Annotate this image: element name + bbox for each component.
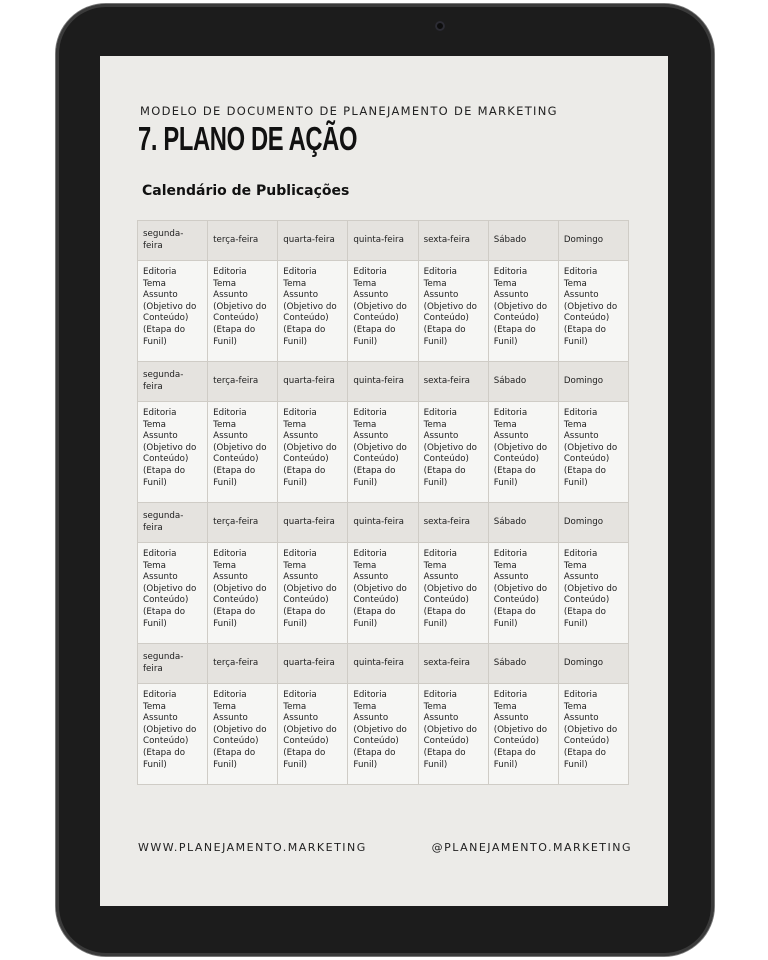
calendar-entry-cell[interactable]: [418, 402, 488, 503]
calendar-entry-line: Editoria: [493, 267, 528, 277]
calendar-entry-line: (Etapa do Funil): [493, 465, 536, 488]
calendar-day-header: terça-feira: [208, 644, 278, 684]
calendar-entry-line: (Etapa do Funil): [423, 324, 466, 347]
calendar-entry-line: Tema: [423, 419, 447, 430]
calendar-entry-cell[interactable]: [138, 684, 208, 785]
calendar-entry-line: (Objetivo do Conteúdo): [493, 724, 548, 747]
calendar-entry-line: (Objetivo do Conteúdo): [143, 301, 197, 324]
calendar-entry-row: [138, 684, 629, 785]
calendar-entry-line: (Objetivo do Conteúdo): [283, 301, 337, 324]
calendar-entry-line: (Etapa do Funil): [143, 747, 186, 770]
calendar-entry-cell[interactable]: [278, 402, 348, 503]
calendar-entry-line: Tema: [563, 701, 587, 712]
calendar-entry-line: Editoria: [143, 549, 177, 559]
calendar-entry-line: Assunto: [423, 431, 459, 442]
calendar-entry-line: (Etapa do Funil): [563, 747, 606, 770]
calendar-entry-line: Assunto: [563, 572, 599, 583]
calendar-entry-line: Tema: [353, 560, 377, 571]
calendar-day-header: segunda-feira: [138, 362, 208, 402]
calendar-entry-line: Assunto: [213, 431, 248, 442]
calendar-day-header: sexta-feira: [418, 362, 488, 402]
calendar-entry-line: (Objetivo do Conteúdo): [213, 442, 267, 465]
calendar-entry-line: (Objetivo do Conteúdo): [423, 301, 477, 324]
calendar-entry-line: (Etapa do Funil): [563, 324, 606, 347]
calendar-entry-line: (Objetivo do Conteúdo): [423, 583, 477, 606]
calendar-entry-line: Editoria: [423, 690, 458, 700]
section-subtitle: Calendário de Publicações: [142, 183, 350, 199]
calendar-day-header: quinta-feira: [348, 644, 418, 684]
calendar-entry-line: (Etapa do Funil): [353, 324, 396, 347]
calendar-entry-cell[interactable]: [348, 402, 418, 503]
calendar-entry-line: Assunto: [143, 572, 178, 583]
calendar-entry-line: Assunto: [283, 290, 319, 301]
calendar-entry-line: Editoria: [283, 690, 317, 700]
calendar-entry-line: (Objetivo do Conteúdo): [423, 442, 477, 465]
calendar-entry-line: Assunto: [143, 431, 178, 442]
calendar-entry-cell[interactable]: [208, 543, 278, 644]
calendar-entry-line: Assunto: [143, 713, 178, 724]
calendar-day-header: Domingo: [558, 221, 628, 261]
calendar-day-header: quinta-feira: [348, 221, 418, 261]
calendar-entry-line: (Objetivo do Conteúdo): [563, 583, 618, 606]
calendar-entry-line: Editoria: [213, 549, 247, 559]
calendar-day-header: terça-feira: [208, 362, 278, 402]
footer-website: WWW.PLANEJAMENTO.MARKETING: [138, 841, 367, 854]
calendar-entry-cell[interactable]: [488, 684, 558, 785]
calendar-day-header: Sábado: [488, 644, 558, 684]
calendar-entry-line: Tema: [213, 560, 237, 571]
calendar-entry-line: (Objetivo do Conteúdo): [213, 301, 267, 324]
calendar-entry-line: Assunto: [493, 290, 529, 301]
calendar-entry-line: Editoria: [143, 690, 177, 700]
calendar-entry-cell[interactable]: [138, 543, 208, 644]
calendar-entry-line: Tema: [143, 419, 166, 430]
calendar-entry-line: Assunto: [353, 572, 389, 583]
calendar-entry-line: Tema: [353, 419, 377, 430]
calendar-entry-line: (Etapa do Funil): [423, 747, 466, 770]
calendar-entry-line: (Objetivo do Conteúdo): [283, 583, 337, 606]
calendar-day-header: segunda-feira: [138, 221, 208, 261]
calendar-entry-line: Editoria: [493, 690, 528, 700]
calendar-entry-line: (Etapa do Funil): [283, 465, 326, 488]
calendar-day-header: quarta-feira: [278, 644, 348, 684]
calendar-entry-line: Tema: [353, 701, 377, 712]
calendar-entry-line: Editoria: [283, 267, 317, 277]
calendar-entry-line: (Objetivo do Conteúdo): [563, 301, 618, 324]
calendar-entry-line: (Objetivo do Conteúdo): [563, 724, 618, 747]
calendar-day-header-row: [138, 503, 629, 543]
calendar-entry-line: (Objetivo do Conteúdo): [493, 442, 548, 465]
calendar-entry-line: Assunto: [353, 290, 389, 301]
calendar-entry-cell[interactable]: [558, 402, 628, 503]
calendar-entry-cell[interactable]: [348, 684, 418, 785]
calendar-entry-line: Editoria: [493, 549, 528, 559]
calendar-day-header: Domingo: [558, 503, 628, 543]
calendar-entry-line: Tema: [213, 701, 237, 712]
calendar-day-header: terça-feira: [208, 503, 278, 543]
calendar-entry-cell[interactable]: [348, 543, 418, 644]
calendar-entry-cell[interactable]: [558, 543, 628, 644]
calendar-day-header: Sábado: [488, 503, 558, 543]
calendar-entry-line: Editoria: [423, 267, 458, 277]
calendar-entry-line: Assunto: [283, 713, 319, 724]
calendar-entry-line: Editoria: [213, 267, 247, 277]
calendar-day-header: sexta-feira: [418, 503, 488, 543]
calendar-entry-row: [138, 543, 629, 644]
calendar-entry-line: (Objetivo do Conteúdo): [353, 301, 407, 324]
calendar-entry-row: [138, 261, 629, 362]
calendar-entry-line: Assunto: [423, 290, 459, 301]
calendar-entry-line: Editoria: [563, 408, 598, 418]
publication-calendar: [137, 220, 629, 785]
calendar-day-header: quinta-feira: [348, 503, 418, 543]
calendar-entry-cell[interactable]: [558, 684, 628, 785]
calendar-entry-line: Assunto: [493, 713, 529, 724]
calendar-entry-line: (Etapa do Funil): [283, 747, 326, 770]
calendar-day-header: quarta-feira: [278, 362, 348, 402]
calendar-entry-line: Editoria: [213, 690, 247, 700]
calendar-entry-line: Tema: [493, 560, 517, 571]
calendar-entry-line: Tema: [353, 278, 377, 289]
calendar-day-header: Domingo: [558, 644, 628, 684]
calendar-entry-line: Tema: [213, 419, 237, 430]
calendar-day-header: segunda-feira: [138, 644, 208, 684]
calendar-entry-line: Editoria: [353, 408, 387, 418]
calendar-body: [138, 221, 629, 785]
calendar-entry-line: (Objetivo do Conteúdo): [353, 724, 407, 747]
calendar-entry-line: Tema: [283, 419, 307, 430]
calendar-entry-line: Assunto: [493, 431, 529, 442]
calendar-entry-line: Assunto: [563, 431, 599, 442]
calendar-entry-line: Editoria: [563, 267, 598, 277]
calendar-entry-cell[interactable]: [418, 543, 488, 644]
calendar-entry-line: Editoria: [353, 549, 387, 559]
calendar-entry-line: Assunto: [283, 572, 319, 583]
calendar-day-header: Sábado: [488, 221, 558, 261]
calendar-entry-line: Editoria: [213, 408, 247, 418]
calendar-entry-line: (Etapa do Funil): [353, 747, 396, 770]
calendar-day-header: sexta-feira: [418, 221, 488, 261]
calendar-entry-line: Assunto: [213, 290, 248, 301]
calendar-entry-line: (Objetivo do Conteúdo): [143, 442, 197, 465]
calendar-day-header: sexta-feira: [418, 644, 488, 684]
calendar-entry-line: Tema: [493, 419, 517, 430]
calendar-entry-line: Editoria: [423, 408, 458, 418]
calendar-entry-cell[interactable]: [278, 261, 348, 362]
calendar-entry-line: Tema: [563, 278, 587, 289]
calendar-entry-line: (Objetivo do Conteúdo): [563, 442, 618, 465]
calendar-day-header: quarta-feira: [278, 503, 348, 543]
calendar-entry-line: (Etapa do Funil): [493, 324, 536, 347]
calendar-day-header-row: [138, 362, 629, 402]
calendar-entry-line: (Etapa do Funil): [493, 606, 536, 629]
calendar-entry-cell[interactable]: [348, 261, 418, 362]
calendar-entry-line: Editoria: [353, 690, 387, 700]
page-title: 7. PLANO DE AÇÃO: [138, 120, 358, 157]
calendar-entry-line: Editoria: [563, 549, 598, 559]
calendar-entry-line: Editoria: [143, 267, 177, 277]
calendar-entry-line: (Objetivo do Conteúdo): [423, 724, 477, 747]
calendar-entry-line: Tema: [493, 278, 517, 289]
calendar-entry-line: Assunto: [493, 572, 529, 583]
calendar-day-header-row: [138, 221, 629, 261]
calendar-entry-line: (Objetivo do Conteúdo): [353, 583, 407, 606]
calendar-entry-line: Assunto: [283, 431, 319, 442]
document-page: [100, 56, 668, 906]
calendar-entry-line: Tema: [143, 278, 166, 289]
camera-icon: [435, 21, 445, 31]
calendar-entry-cell[interactable]: [208, 402, 278, 503]
calendar-entry-cell[interactable]: [208, 261, 278, 362]
calendar-entry-cell[interactable]: [488, 402, 558, 503]
calendar-entry-cell[interactable]: [138, 402, 208, 503]
calendar-entry-line: (Objetivo do Conteúdo): [493, 301, 548, 324]
calendar-entry-line: Tema: [563, 419, 587, 430]
calendar-entry-line: (Etapa do Funil): [423, 465, 466, 488]
calendar-day-header: terça-feira: [208, 221, 278, 261]
calendar-entry-line: Tema: [283, 560, 307, 571]
calendar-entry-line: (Objetivo do Conteúdo): [283, 442, 337, 465]
calendar-entry-line: (Etapa do Funil): [143, 465, 186, 488]
calendar-entry-line: Assunto: [563, 713, 599, 724]
calendar-entry-line: (Etapa do Funil): [143, 324, 186, 347]
calendar-entry-line: Assunto: [423, 713, 459, 724]
calendar-entry-line: Editoria: [563, 690, 598, 700]
calendar-entry-cell[interactable]: [418, 261, 488, 362]
calendar-entry-line: Tema: [423, 278, 447, 289]
calendar-entry-line: (Etapa do Funil): [213, 324, 256, 347]
calendar-entry-line: (Etapa do Funil): [283, 606, 326, 629]
calendar-entry-line: Tema: [423, 560, 447, 571]
calendar-day-header: quinta-feira: [348, 362, 418, 402]
calendar-entry-line: Assunto: [423, 572, 459, 583]
calendar-entry-line: Editoria: [493, 408, 528, 418]
calendar-entry-cell[interactable]: [488, 261, 558, 362]
calendar-entry-line: (Objetivo do Conteúdo): [143, 583, 197, 606]
calendar-entry-line: Tema: [143, 560, 166, 571]
calendar-entry-line: (Etapa do Funil): [213, 747, 256, 770]
calendar-entry-line: (Etapa do Funil): [563, 465, 606, 488]
calendar-entry-row: [138, 402, 629, 503]
calendar-entry-line: Tema: [423, 701, 447, 712]
calendar-entry-line: (Objetivo do Conteúdo): [213, 583, 267, 606]
calendar-entry-cell[interactable]: [558, 261, 628, 362]
calendar-entry-line: (Etapa do Funil): [423, 606, 466, 629]
calendar-entry-line: Editoria: [143, 408, 177, 418]
calendar-entry-line: (Objetivo do Conteúdo): [143, 724, 197, 747]
document-eyebrow: MODELO DE DOCUMENTO DE PLANEJAMENTO DE MARKETING: [140, 104, 558, 118]
calendar-entry-line: (Etapa do Funil): [143, 606, 186, 629]
calendar-entry-line: Assunto: [353, 431, 389, 442]
calendar-entry-line: (Objetivo do Conteúdo): [353, 442, 407, 465]
calendar-entry-cell[interactable]: [278, 684, 348, 785]
calendar-entry-line: (Etapa do Funil): [563, 606, 606, 629]
calendar-entry-line: (Objetivo do Conteúdo): [283, 724, 337, 747]
calendar-entry-line: (Objetivo do Conteúdo): [213, 724, 267, 747]
calendar-entry-cell[interactable]: [488, 543, 558, 644]
calendar-entry-line: (Objetivo do Conteúdo): [493, 583, 548, 606]
calendar-entry-line: Assunto: [213, 572, 248, 583]
calendar-day-header-row: [138, 644, 629, 684]
calendar-entry-line: Editoria: [283, 549, 317, 559]
calendar-entry-line: Assunto: [213, 713, 248, 724]
calendar-entry-line: Assunto: [353, 713, 389, 724]
calendar-entry-line: Tema: [283, 278, 307, 289]
calendar-entry-line: Assunto: [143, 290, 178, 301]
calendar-entry-line: (Etapa do Funil): [493, 747, 536, 770]
calendar-day-header: Domingo: [558, 362, 628, 402]
calendar-entry-cell[interactable]: [278, 543, 348, 644]
footer-handle: @PLANEJAMENTO.MARKETING: [431, 841, 632, 854]
calendar-entry-line: Tema: [283, 701, 307, 712]
calendar-entry-line: Editoria: [283, 408, 317, 418]
calendar-entry-cell[interactable]: [418, 684, 488, 785]
calendar-entry-line: Tema: [213, 278, 237, 289]
calendar-entry-line: (Etapa do Funil): [353, 606, 396, 629]
calendar-entry-line: (Etapa do Funil): [283, 324, 326, 347]
calendar-entry-cell[interactable]: [208, 684, 278, 785]
calendar-entry-line: Assunto: [563, 290, 599, 301]
calendar-entry-line: Tema: [493, 701, 517, 712]
calendar-day-header: quarta-feira: [278, 221, 348, 261]
calendar-entry-line: Editoria: [423, 549, 458, 559]
calendar-day-header: segunda-feira: [138, 503, 208, 543]
calendar-entry-line: Tema: [563, 560, 587, 571]
calendar-entry-line: (Etapa do Funil): [353, 465, 396, 488]
calendar-entry-line: Editoria: [353, 267, 387, 277]
calendar-day-header: Sábado: [488, 362, 558, 402]
calendar-entry-line: Tema: [143, 701, 166, 712]
calendar-entry-line: (Etapa do Funil): [213, 606, 256, 629]
calendar-entry-cell[interactable]: [138, 261, 208, 362]
calendar-entry-line: (Etapa do Funil): [213, 465, 256, 488]
